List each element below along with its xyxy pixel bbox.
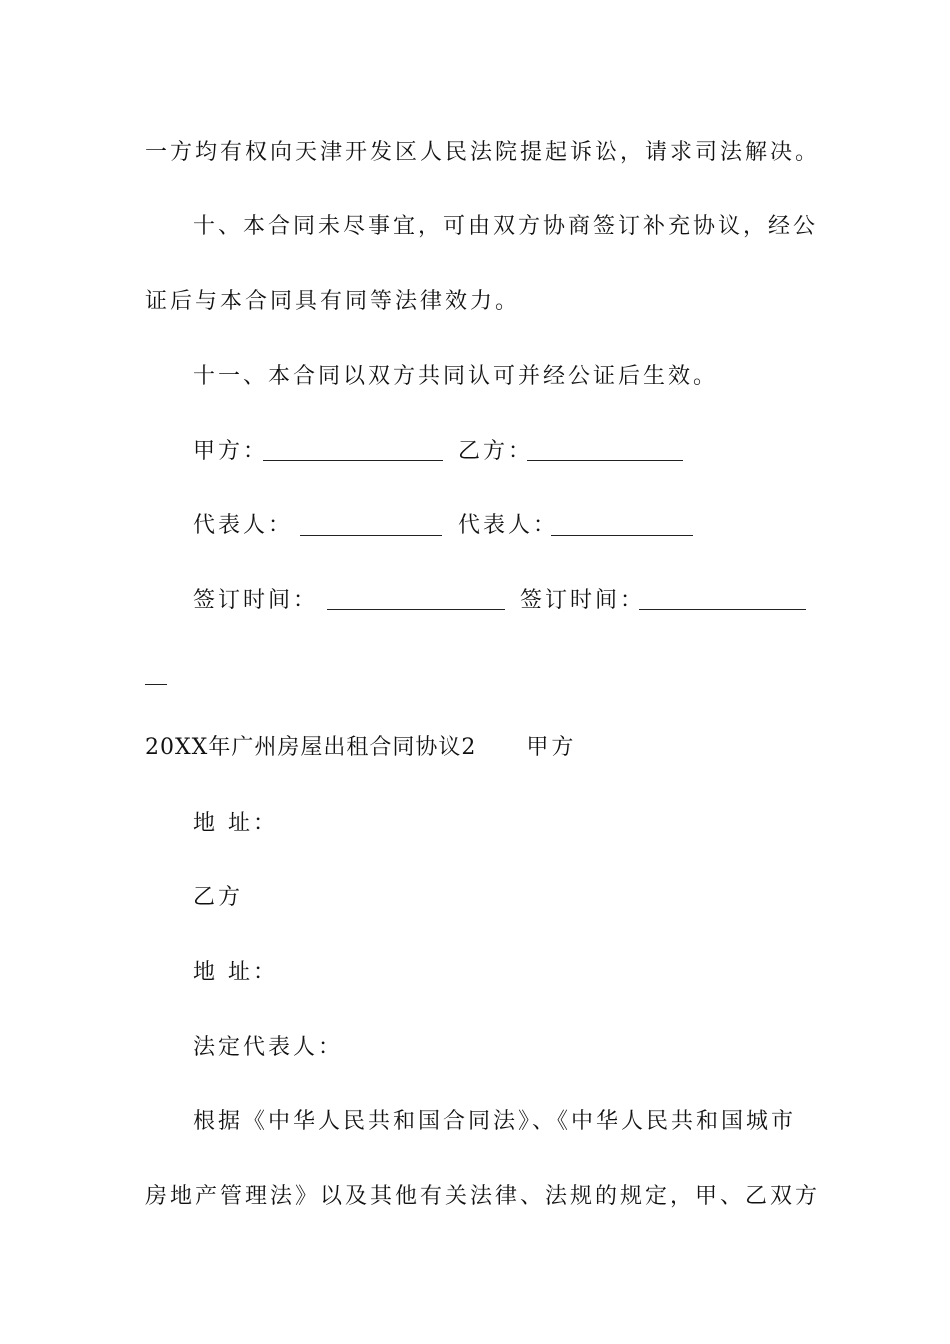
paragraph-litigation: 一方均有权向天津开发区人民法院提起诉讼，请求司法解决。	[145, 140, 821, 165]
contract2-title: 20XX年广州房屋出租合同协议2	[145, 735, 477, 760]
rep-a-label: 代表人：	[193, 513, 294, 538]
rep-a-blank	[300, 535, 442, 536]
contract2-party-a-label: 甲方	[526, 735, 577, 760]
rep-b-blank	[551, 535, 693, 536]
party-a-label: 甲方：	[193, 439, 269, 464]
date-a-label: 签订时间：	[193, 588, 319, 613]
paragraph-clause-10-line1: 十、本合同未尽事宜，可由双方协商签订补充协议，经公	[193, 214, 819, 239]
party-b-label: 乙方：	[458, 439, 534, 464]
rep-b-label: 代表人：	[458, 513, 559, 538]
contract2-party-b-label: 乙方	[193, 885, 244, 910]
date-b-blank-overflow	[145, 684, 167, 685]
date-b-label: 签订时间：	[520, 588, 646, 613]
date-b-blank	[639, 609, 806, 610]
party-a-blank	[263, 460, 443, 461]
contract2-address-b: 地 址：	[193, 960, 278, 985]
party-b-blank	[527, 460, 683, 461]
contract2-title-row	[145, 733, 815, 763]
contract2-legal-rep: 法定代表人：	[193, 1035, 344, 1060]
paragraph-clause-10-line2: 证后与本合同具有同等法律效力。	[145, 289, 521, 314]
date-a-blank	[327, 609, 505, 610]
contract2-address-a: 地 址：	[193, 811, 278, 836]
paragraph-clause-11: 十一、本合同以双方共同认可并经公证后生效。	[193, 364, 719, 389]
contract2-intro-line2: 房地产管理法》以及其他有关法律、法规的规定，甲、乙双方	[145, 1184, 821, 1209]
contract2-intro-line1: 根据《中华人民共和国合同法》、《中华人民共和国城市	[193, 1109, 797, 1134]
